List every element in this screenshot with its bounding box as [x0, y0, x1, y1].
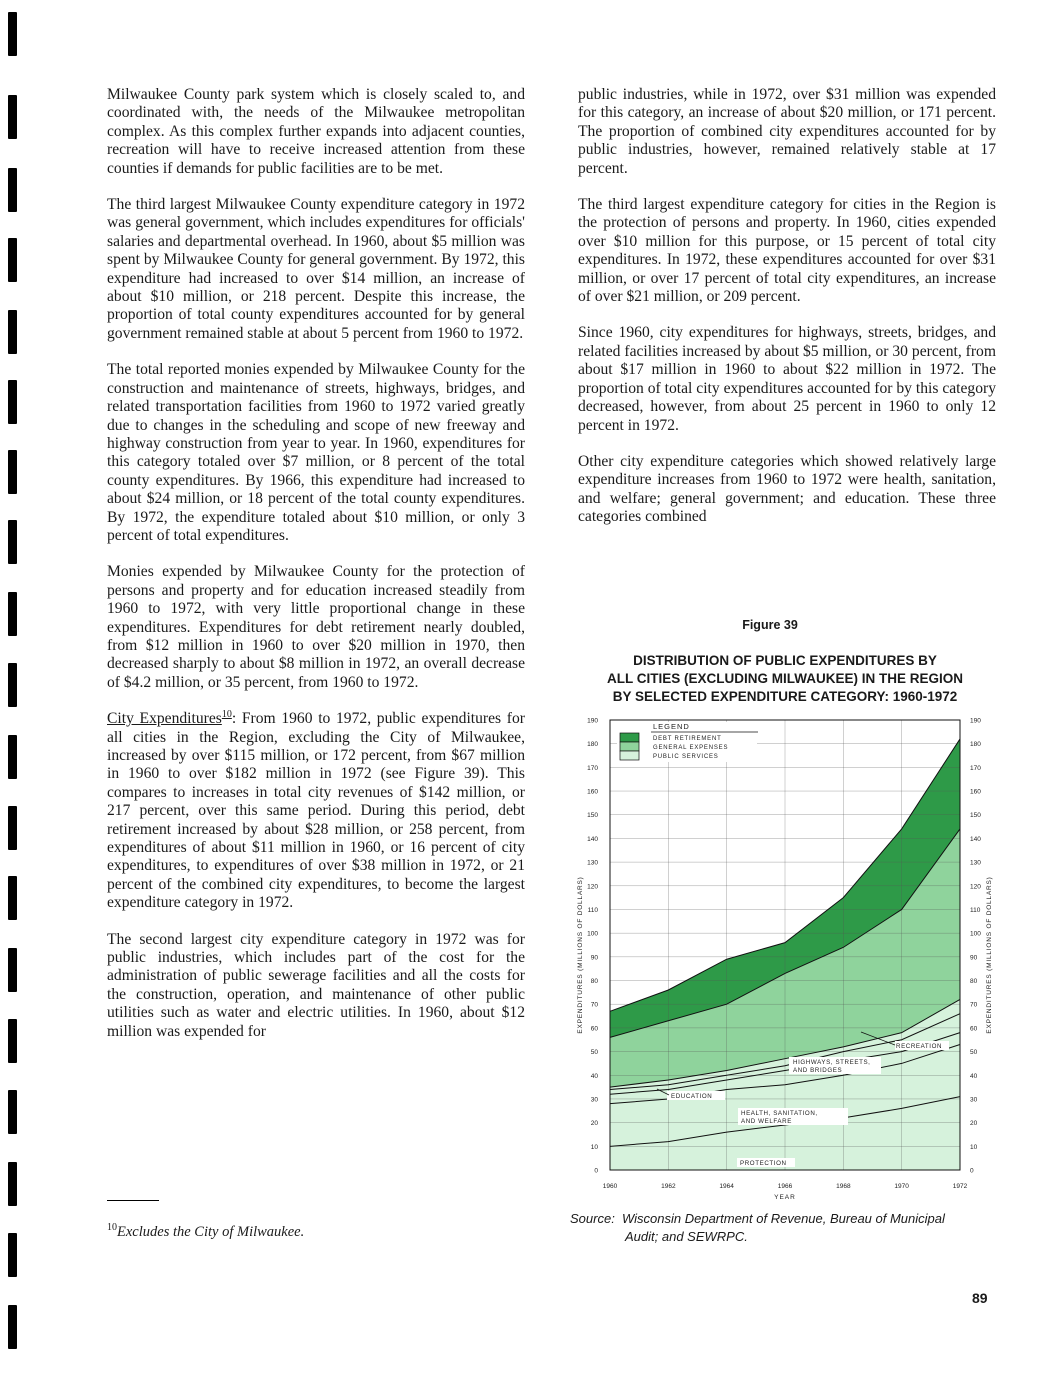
figure-title-line: DISTRIBUTION OF PUBLIC EXPENDITURES BY: [633, 653, 937, 668]
y-tick-label-left: 140: [587, 835, 598, 843]
paragraph: The total reported monies expended by Milwaukee County for the construction and maintenance of streets, highways, bridges, and related transportation facilities from 1960 to 1972 varied greatly due to changes in the scheduling and scope of new freeway and highway construction from year to year. In 1960, expenditures for this category totaled over $7 million, or 8 percent of the total county expenditures. By 1966, this expenditure had increased to about $24 million, or 18 percent of the total county expenditures. By 1972, the expenditure totaled about $10 million, or only 3 percent of total expenditures.: [107, 361, 525, 544]
y-tick-label-right: 50: [970, 1049, 978, 1057]
left-column: [107, 86, 525, 1059]
y-tick-label-right: 60: [970, 1025, 978, 1033]
y-tick-label-left: 110: [587, 906, 598, 914]
y-tick-label-right: 140: [970, 835, 981, 843]
expenditure-area-chart: [565, 708, 1005, 1203]
y-tick-label-right: 90: [970, 954, 978, 962]
y-tick-label-right: 160: [970, 788, 981, 796]
annotation-education: EDUCATION: [671, 1093, 713, 1100]
city-expenditures-paragraph: [107, 710, 525, 912]
paragraph: The third largest Milwaukee County expenditure category in 1972 was general government, which includes expenditures for officials' salaries and departmental overhead. In 1960, about $5 million was spent by Milwaukee County for general government. By 1972, this expenditure had increased to over $14 million, an increase of about $10 million, or 218 percent. Despite this increase, the proportion of total county expenditures accounted for by general government remained stable at about 5 percent from 1960 to 1972.: [107, 196, 525, 342]
x-tick-label: 1966: [777, 1183, 793, 1190]
paragraph-text: : From 1960 to 1972, public expenditures for all cities in the Region, excluding the City of Milwaukee, increased by over $115 million, or 172 percent, from $67 million in 1960 to over $182 million in 1972 (see Figure 39). This compares to increases in total city revenues of $142 million, or 217 percent, over this same period. During this period, debt retirement increased by about $28 million, or 258 percent, from expenditures of about $11 million in 1960, or 16 percent of city expenditures, to expenditures of over $38 million in 1972, or 21 percent of the combined city expenditures, to become the largest expenditure category in 1972.: [107, 710, 525, 912]
figure-title: [585, 652, 985, 706]
legend-swatch: [620, 742, 639, 751]
y-tick-label-left: 160: [587, 788, 598, 796]
y-tick-label-right: 100: [970, 930, 981, 938]
annotation-highways: HIGHWAYS, STREETS,: [793, 1059, 871, 1066]
y-tick-label-left: 120: [587, 883, 598, 891]
y-tick-label-left: 20: [590, 1120, 598, 1128]
y-tick-label-left: 10: [590, 1143, 598, 1151]
footnote: [107, 1224, 304, 1241]
y-tick-label-right: 170: [970, 764, 981, 772]
city-expenditures-heading: City Expenditures: [107, 710, 222, 728]
footnote-number: 10: [107, 1222, 117, 1234]
x-tick-label: 1968: [836, 1183, 851, 1190]
x-axis-label: YEAR: [774, 1194, 796, 1201]
y-tick-label-right: 20: [970, 1120, 978, 1128]
y-tick-label-left: 0: [594, 1167, 598, 1175]
legend-item-label: DEBT RETIREMENT: [653, 736, 722, 742]
y-tick-label-right: 0: [970, 1167, 974, 1175]
annotation-recreation: RECREATION: [896, 1043, 943, 1050]
y-tick-label-right: 80: [970, 978, 978, 986]
y-axis-label-left: EXPENDITURES (MILLIONS OF DOLLARS): [577, 876, 584, 1034]
binding-holes: [8, 0, 18, 1380]
right-column: [578, 86, 996, 545]
x-tick-label: 1972: [952, 1183, 968, 1190]
figure-title-line: BY SELECTED EXPENDITURE CATEGORY: 1960-1972: [612, 689, 958, 704]
y-tick-label-right: 10: [970, 1143, 978, 1151]
x-tick-label: 1962: [661, 1183, 676, 1190]
y-tick-label-left: 100: [587, 930, 598, 938]
x-tick-label: 1960: [602, 1183, 618, 1190]
legend-swatch: [620, 733, 639, 742]
y-tick-label-left: 150: [587, 812, 598, 820]
y-tick-label-left: 170: [587, 764, 598, 772]
y-tick-label-left: 30: [590, 1096, 598, 1104]
y-tick-label-right: 190: [970, 717, 981, 725]
paragraph: Monies expended by Milwaukee County for the protection of persons and property and for education increased steadily from 1960 to 1972, with very little proportional change in these expenditures. Expenditures for debt retirement nearly doubled, from $12 million in 1960 to over $20 million in 1970, then decreased sharply to about $8 million in 1972, an overall decrease of $4.2 million, or 35 percent, from 1960 to 1972.: [107, 563, 525, 691]
paragraph: Since 1960, city expenditures for highways, streets, bridges, and related facilities increased by about $5 million, or 30 percent, from about $17 million in 1960 to about $22 million in 1972. The proportion of total city expenditures accounted for by this category decreased, however, from about 25 percent in 1960 to only 12 percent in 1972.: [578, 324, 996, 434]
source-text: Wisconsin Department of Revenue, Bureau of Municipal: [622, 1211, 945, 1226]
y-tick-label-right: 70: [970, 1001, 978, 1009]
source-text: Audit; and SEWRPC.: [625, 1229, 748, 1244]
legend-item-label: PUBLIC SERVICES: [653, 754, 719, 760]
y-tick-label-left: 50: [590, 1049, 598, 1057]
y-tick-label-left: 60: [590, 1025, 598, 1033]
annotation-highways: AND BRIDGES: [793, 1067, 843, 1074]
figure-title-line: ALL CITIES (EXCLUDING MILWAUKEE) IN THE REGION: [606, 671, 963, 686]
y-tick-label-left: 90: [590, 954, 598, 962]
y-tick-label-left: 130: [587, 859, 598, 867]
y-tick-label-left: 180: [587, 741, 598, 749]
annotation-health: HEALTH, SANITATION,: [741, 1110, 818, 1117]
annotation-health: AND WELFARE: [741, 1118, 792, 1125]
legend-title: LEGEND: [653, 722, 690, 731]
x-tick-label: 1970: [894, 1183, 909, 1190]
y-tick-label-right: 120: [970, 883, 981, 891]
page-number: 89: [972, 1290, 988, 1306]
y-tick-label-right: 130: [970, 859, 981, 867]
paragraph: public industries, while in 1972, over $31 million was expended for this category, an increase of about $20 million, or 171 percent. The proportion of combined city expenditures accounted for by public industries, however, remained relatively stable at 17 percent.: [578, 86, 996, 177]
footnote-text: Excludes the City of Milwaukee.: [117, 1224, 305, 1240]
paragraph: The second largest city expenditure category in 1972 was for public industries, which includes part of the cost for the administration of public sewerage facilities and all the costs for the construction, operation, and maintenance of other public utilities such as water and electric utilities. In 1960, about $12 million was expended for: [107, 930, 525, 1040]
y-tick-label-right: 30: [970, 1096, 978, 1104]
annotation-protection: PROTECTION: [740, 1160, 787, 1167]
paragraph: The third largest expenditure category for cities in the Region is the protection of persons and property. In 1960, cities expended over $10 million for this purpose, or 15 percent of total city expenditures. In 1972, these expenditures accounted for over $31 million, or over 17 percent of total city expenditures, an increase of over $21 million, or 209 percent.: [578, 196, 996, 306]
paragraph: Other city expenditure categories which showed relatively large expenditure increases from 1960 to 1972 were health, sanitation, and welfare; general government; and education. These three categories combined: [578, 452, 996, 526]
y-tick-label-left: 80: [590, 978, 598, 986]
y-tick-label-right: 110: [970, 906, 981, 914]
y-tick-label-left: 70: [590, 1001, 598, 1009]
legend-item-label: GENERAL EXPENSES: [653, 745, 729, 751]
source-label: Source:: [570, 1211, 615, 1226]
y-tick-label-right: 40: [970, 1072, 978, 1080]
paragraph: Milwaukee County park system which is closely scaled to, and coordinated with, the needs of the Milwaukee metropolitan complex. As this complex further expands into adjacent counties, recreation will have to receive increased attention from these counties if demands for public facilities are to be met.: [107, 86, 525, 177]
y-tick-label-right: 180: [970, 741, 981, 749]
figure-label: Figure 39: [742, 618, 798, 632]
y-axis-label-right: EXPENDITURES (MILLIONS OF DOLLARS): [986, 876, 993, 1034]
footnote-ref: 10: [221, 709, 232, 720]
footnote-divider: [107, 1200, 159, 1201]
y-tick-label-right: 150: [970, 812, 981, 820]
legend-swatch: [620, 751, 639, 760]
source-note: [570, 1210, 1010, 1246]
x-tick-label: 1964: [719, 1183, 734, 1190]
y-tick-label-left: 190: [587, 717, 598, 725]
y-tick-label-left: 40: [590, 1072, 598, 1080]
